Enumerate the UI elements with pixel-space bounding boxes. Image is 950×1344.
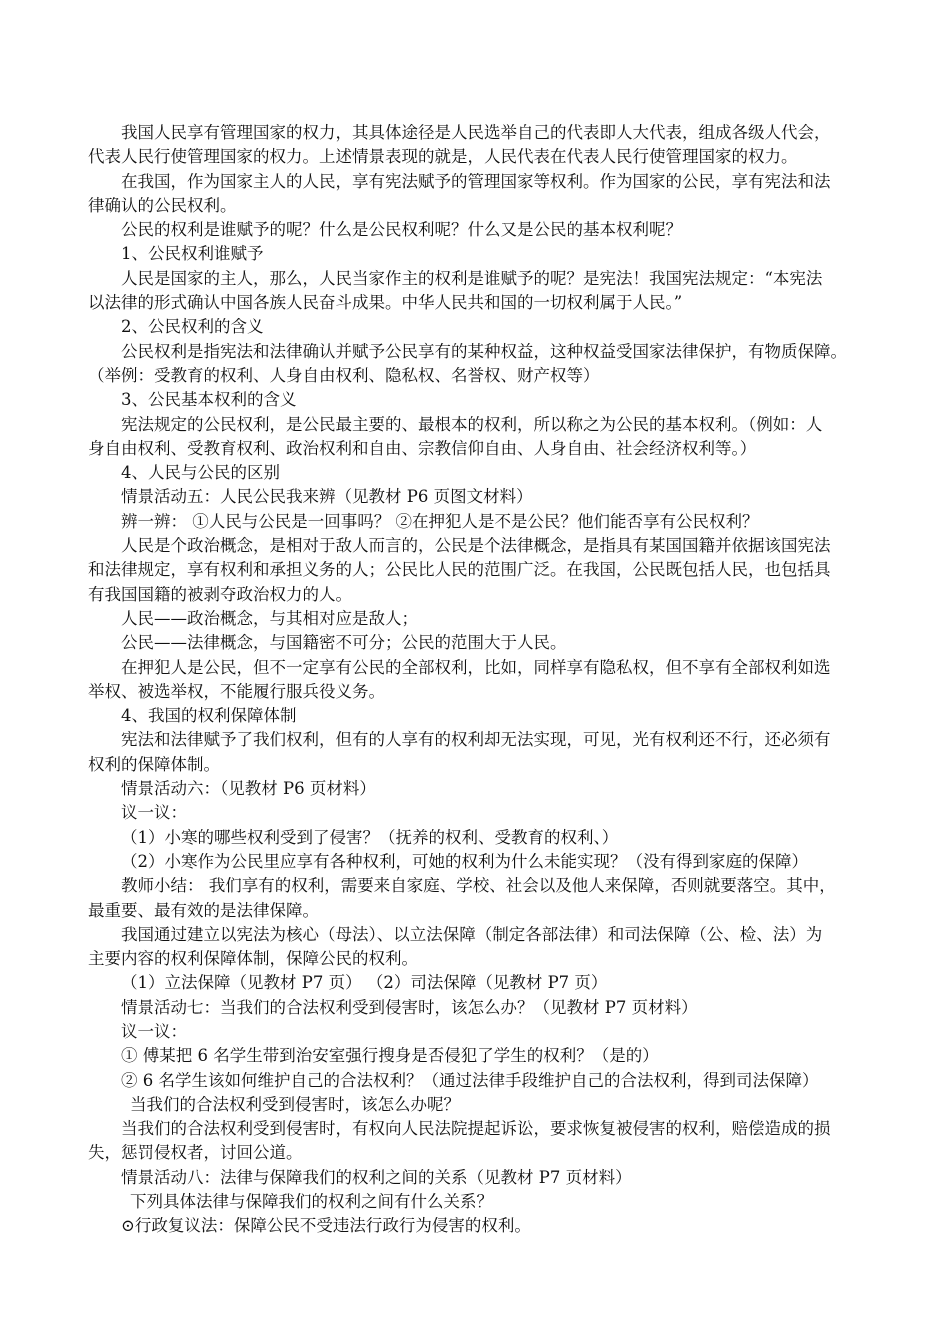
text-line: 公民权利是指宪法和法律确认并赋予公民享有的某种权益，这种权益受国家法律保护，有物质保障。 <box>121 341 847 361</box>
text-line: 人民——政治概念，与其相对应是敌人； <box>121 608 418 628</box>
text-line: 宪法和法律赋予了我们权利，但有的人享有的权利却无法实现，可见，光有权利还不行，还必须有 <box>121 730 831 750</box>
text-line: 公民的权利是谁赋予的呢？什么是公民权利呢？什么又是公民的基本权利呢？ <box>121 220 682 240</box>
text-line: （2）小寒作为公民里应享有各种权利，可她的权利为什么未能实现？（没有得到家庭的保障） <box>121 851 808 871</box>
text-line: 我国人民享有管理国家的权力，其具体途径是人民选举自己的代表即人大代表，组成各级人代会， <box>121 123 831 142</box>
text-line: 律确认的公民权利。 <box>88 195 237 215</box>
text-line: 失，惩罚侵权者，讨回公道。 <box>88 1143 303 1163</box>
text-line: 3、公民基本权利的含义 <box>121 390 297 410</box>
text-line: 我国通过建立以宪法为核心（母法）、以立法保障（制定各部法律）和司法保障（公、检、法）为 <box>121 924 823 944</box>
text-line: 议一议： <box>121 1021 187 1041</box>
text-line: 和法律规定，享有权利和承担义务的人；公民比人民的范围广泛。在我国，公民既包括人民，也包括具 <box>88 560 831 580</box>
text-line: 情景活动八：法律与保障我们的权利之间的关系（见教材 P7 页材料） <box>121 1167 632 1187</box>
text-line: ⊙行政复议法：保障公民不受违法行政行为侵害的权利。 <box>121 1216 531 1236</box>
text-line: 情景活动七：当我们的合法权利受到侵害时，该怎么办？（见教材 P7 页材料） <box>121 997 698 1017</box>
text-line: （举例：受教育的权利、人身自由权利、隐私权、名誉权、财产权等） <box>88 365 600 385</box>
text-line: 宪法规定的公民权利，是公民最主要的、最根本的权利，所以称之为公民的基本权利。（例如：人 <box>121 414 823 434</box>
text-line: 有我国国籍的被剥夺政治权力的人。 <box>88 584 352 604</box>
text-line: 情景活动五：人民公民我来辨（见教材 P6 页图文材料） <box>121 487 533 507</box>
text-line: ② 6 名学生该如何维护自己的合法权利？（通过法律手段维护自己的合法权利，得到司法保障） <box>121 1070 819 1090</box>
text-line: 4、人民与公民的区别 <box>121 463 280 483</box>
text-line: （1）小寒的哪些权利受到了侵害？（抚养的权利、受教育的权利、） <box>121 827 619 847</box>
text-line: （1）立法保障（见教材 P7 页） （2）司法保障（见教材 P7 页） <box>121 973 608 993</box>
text-line: 人民是个政治概念，是相对于敌人而言的，公民是个法律概念，是指具有某国国籍并依据该国宪法 <box>121 536 831 556</box>
text-line: 2、公民权利的含义 <box>121 317 264 337</box>
text-line: 教师小结： 我们享有的权利，需要来自家庭、学校、社会以及他人来保障，否则就要落空。其中， <box>121 876 836 896</box>
text-line: 以法律的形式确认中国各族人民奋斗成果。中华人民共和国的一切权利属于人民。” <box>88 293 683 313</box>
text-line: 当我们的合法权利受到侵害时，该怎么办呢？ <box>130 1094 460 1114</box>
text-line: 议一议： <box>121 803 187 823</box>
text-line: 主要内容的权利保障体制，保障公民的权利。 <box>88 949 418 969</box>
text-line: 4、我国的权利保障体制 <box>121 706 297 726</box>
text-line: ① 傅某把 6 名学生带到治安室强行搜身是否侵犯了学生的权利？（是的） <box>121 1046 659 1066</box>
text-line: 在押犯人是公民，但不一定享有公民的全部权利，比如，同样享有隐私权，但不享有全部权利如选 <box>121 657 831 677</box>
text-line: 1、公民权利谁赋予 <box>121 244 264 264</box>
text-line: 公民——法律概念，与国籍密不可分；公民的范围大于人民。 <box>121 633 567 653</box>
text-line: 代表人民行使管理国家的权力。上述情景表现的就是，人民代表在代表人民行使管理国家的权力。 <box>88 147 798 167</box>
text-line: 情景活动六：（见教材 P6 页材料） <box>121 779 376 799</box>
text-line: 举权、被选举权，不能履行服兵役义务。 <box>88 681 385 701</box>
text-line: 人民是国家的主人，那么，人民当家作主的权利是谁赋予的呢？是宪法！我国宪法规定：“本宪法 <box>121 268 823 288</box>
text-line: 权利的保障体制。 <box>88 754 220 774</box>
document-page <box>88 121 868 1239</box>
text-line: 在我国，作为国家主人的人民，享有宪法赋予的管理国家等权利。作为国家的公民，享有宪法和法 <box>121 171 831 191</box>
text-line: 下列具体法律与保障我们的权利之间有什么关系？ <box>130 1192 493 1212</box>
text-line: 辨一辨： ①人民与公民是一回事吗？ ②在押犯人是不是公民？他们能否享有公民权利？ <box>121 511 759 531</box>
text-line: 当我们的合法权利受到侵害时，有权向人民法院提起诉讼，要求恢复被侵害的权利，赔偿造成的损 <box>121 1119 831 1139</box>
text-line: 最重要、最有效的是法律保障。 <box>88 900 319 920</box>
text-line: 身自由权利、受教育权利、政治权利和自由、宗教信仰自由、人身自由、社会经济权利等。） <box>88 438 757 458</box>
